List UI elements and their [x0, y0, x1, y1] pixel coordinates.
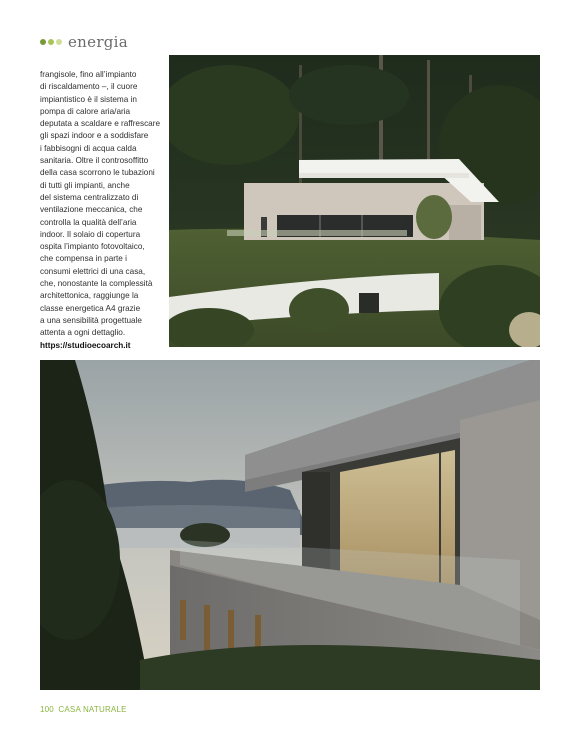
dot-icon — [40, 39, 46, 45]
section-title: energia — [68, 33, 129, 51]
text-line: di tutti gli impianti, anche — [40, 180, 130, 190]
page-footer — [40, 705, 127, 714]
text-line: pompa di calore aria/aria — [40, 106, 131, 116]
text-line: ventilazione meccanica, che — [40, 205, 143, 215]
house-hillside-photo — [169, 55, 540, 347]
text-line: che, nonostante la complessità — [40, 279, 153, 289]
text-line: consumi elettrici di una casa, — [40, 266, 146, 276]
text-line: ospita l’impianto fotovoltaico, — [40, 242, 145, 252]
dot-icon — [56, 39, 62, 45]
text-line: che compensa in parte i — [40, 254, 127, 264]
section-header — [40, 33, 128, 51]
text-line: deputata a scaldare e raffrescare — [40, 119, 161, 129]
article-paragraph — [40, 69, 162, 340]
text-line: i fabbisogni di acqua calda — [40, 143, 137, 153]
text-line: classe energetica A4 grazie — [40, 303, 141, 313]
website-link[interactable]: https://studioecoarch.it — [40, 340, 131, 350]
text-line: del sistema centralizzato di — [40, 192, 139, 202]
terrace-lake-photo — [40, 360, 540, 690]
text-line: gli spazi indoor e a soddisfare — [40, 131, 149, 141]
article-text — [40, 69, 162, 352]
text-line: a una sensibilità progettuale — [40, 315, 142, 325]
text-line: indoor. Il solaio di copertura — [40, 229, 141, 239]
dot-icon — [48, 39, 54, 45]
page-number: 100 — [40, 705, 54, 714]
text-line: frangisole, fino all’impianto — [40, 70, 137, 79]
magazine-name: CASA NATURALE — [58, 705, 127, 714]
text-line: architettonica, raggiunge la — [40, 291, 139, 301]
text-line: sanitaria. Oltre il controsoffitto — [40, 156, 149, 166]
text-line: attenta a ogni dettaglio. — [40, 328, 126, 338]
text-line: impiantistico è il sistema in — [40, 94, 137, 104]
text-line: controlla la qualità dell’aria — [40, 217, 137, 227]
text-line: di riscaldamento –, il cuore — [40, 82, 138, 92]
text-line: della casa scorrono le tubazioni — [40, 168, 155, 178]
